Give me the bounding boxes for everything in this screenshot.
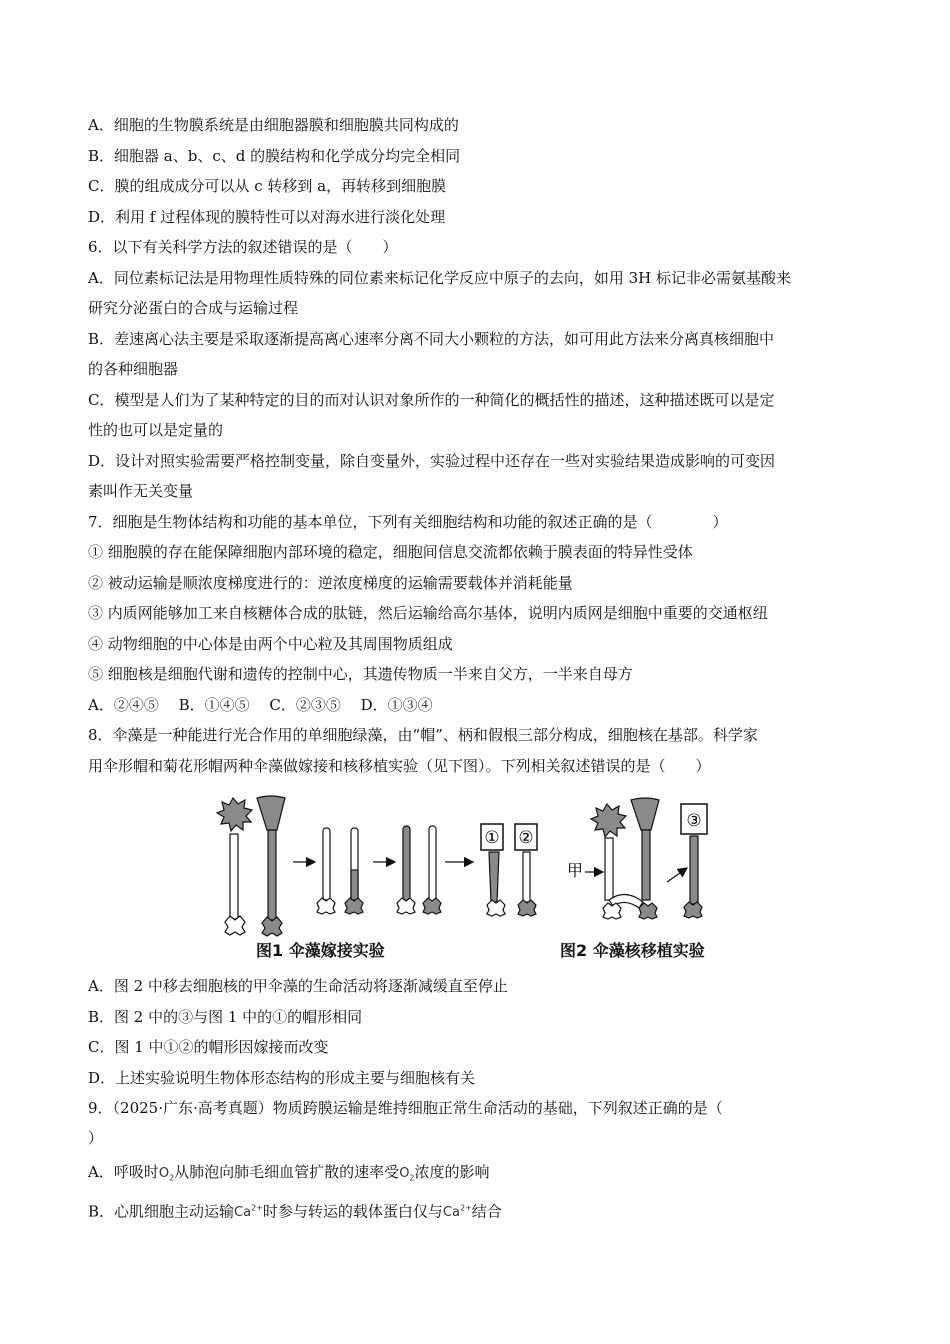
fig1-caption: 图1 伞藻嫁接实验 [256, 941, 385, 960]
line-q8-b: B．图 2 中的③与图 1 中的①的帽形相同 [88, 1008, 363, 1026]
o2-formula: $O_2$ [158, 1166, 175, 1183]
line-q8-c: C．图 1 中①②的帽形因嫁接而改变 [88, 1038, 329, 1056]
box-1-label: ① [484, 828, 500, 848]
line-q7-3: ③ 内质网能够加工来自核糖体合成的肽链，然后运输给高尔基体，说明内质网是细胞中重要的交通枢纽 [88, 604, 768, 622]
line-q8-stem2: 用伞形帽和菊花形帽两种伞藻做嫁接和核移植实验（见下图）。下列相关叙述错误的是（ ） [88, 757, 711, 775]
line-q6-c1: C．模型是人们为了某种特定的目的而对认识对象所作的一种简化的概括性的描述，这种描述既可以是定 [88, 391, 775, 409]
line-q5-b: B．细胞器 a、b、c、d 的膜结构和化学成分均完全相同 [88, 147, 461, 165]
graft-stage-3 [397, 826, 441, 914]
line-q5-a: A．细胞的生物膜系统是由细胞器膜和细胞膜共同构成的 [88, 116, 459, 134]
q9-b-prefix: B．心肌细胞主动运输 [88, 1202, 235, 1221]
line-q6-c2: 性的也可以是定量的 [88, 421, 224, 439]
line-q7-2: ② 被动运输是顺浓度梯度进行的：逆浓度梯度的运输需要载体并消耗能量 [88, 574, 573, 592]
line-q6-a1: A．同位素标记法是用物理性质特殊的同位素来标记化学反应中原子的去向，如用 3H 标记非必需氨基酸来 [88, 269, 791, 287]
flower-cap-alga [217, 798, 252, 935]
line-q6-a2: 研究分泌蛋白的合成与运输过程 [88, 299, 299, 317]
line-q6-b1: B．差速离心法主要是采取逐渐提高离心速率分离不同大小颗粒的方法，如可用此方法来分离真核细胞中 [88, 330, 775, 348]
line-q6-d1: D．设计对照实验需要严格控制变量，除自变量外，实验过程中还存在一些对实验结果造成影响的可变因 [88, 452, 776, 470]
line-q6-stem: 6．以下有关科学方法的叙述错误的是（ ） [88, 238, 398, 256]
line-q6-b2: 的各种细胞器 [88, 360, 179, 378]
line-q5-d: D．利用 f 过程体现的膜特性可以对海水进行淡化处理 [88, 208, 446, 226]
nuclear-transplant [567, 798, 707, 919]
line-q5-c: C．膜的组成成分可以从 c 转移到 a，再转移到细胞膜 [88, 177, 447, 195]
line-q9-a [88, 1162, 490, 1189]
q9-b-suffix: 结合 [471, 1202, 502, 1221]
ca-ion: $Ca^{2+}$ [234, 1204, 263, 1221]
q9-a-middle: 从肺泡向肺毛细血管扩散的速率受 [174, 1163, 400, 1181]
q9-a-prefix: A．呼吸时 [88, 1163, 159, 1181]
line-q7-options: A．②④⑤ B．①④⑤ C．②③⑤ D．①③④ [88, 696, 433, 714]
line-q6-d2: 素叫作无关变量 [88, 482, 194, 500]
graft-result [481, 824, 537, 916]
line-q8-d: D．上述实验说明生物体形态结构的形成主要与细胞核有关 [88, 1069, 476, 1087]
line-q9-b [88, 1199, 502, 1223]
box-2-label: ② [518, 828, 534, 848]
box-3-label: ③ [686, 811, 702, 831]
line-q9-stem2: ） [88, 1129, 104, 1147]
line-q7-4: ④ 动物细胞的中心体是由两个中心粒及其周围物质组成 [88, 635, 453, 653]
umbrella-cap-alga [257, 796, 285, 936]
line-q7-5: ⑤ 细胞核是细胞代谢和遗传的控制中心，其遗传物质一半来自父方，一半来自母方 [88, 665, 633, 683]
line-q8-stem1: 8．伞藻是一种能进行光合作用的单细胞绿藻，由“帽”、柄和假根三部分构成，细胞核在基部。科学家 [88, 726, 758, 744]
line-q9-stem1: 9．（2025·广东·高考真题）物质跨膜运输是维持细胞正常生命活动的基础，下列叙述正确的是（ [88, 1099, 723, 1117]
line-q7-stem: 7．细胞是生物体结构和功能的基本单位，下列有关细胞结构和功能的叙述正确的是（ ） [88, 513, 728, 531]
q9-b-middle: 时参与转运的载体蛋白仅与 [262, 1202, 443, 1221]
label-jia: 甲 [567, 861, 584, 880]
line-q7-1: ① 细胞膜的存在能保障细胞内部环境的稳定，细胞间信息交流都依赖于膜表面的特异性受体 [88, 543, 693, 561]
fig2-caption: 图2 伞藻核移植实验 [560, 941, 705, 960]
q9-a-suffix: 浓度的影响 [414, 1163, 490, 1181]
o2-formula-2: $O_2$ [399, 1166, 415, 1183]
line-q8-a: A．图 2 中移去细胞核的甲伞藻的生命活动将逐渐减缓直至停止 [88, 977, 508, 995]
ca-ion-2: $Ca^{2+}$ [442, 1204, 472, 1221]
graft-stage-2 [317, 828, 363, 914]
